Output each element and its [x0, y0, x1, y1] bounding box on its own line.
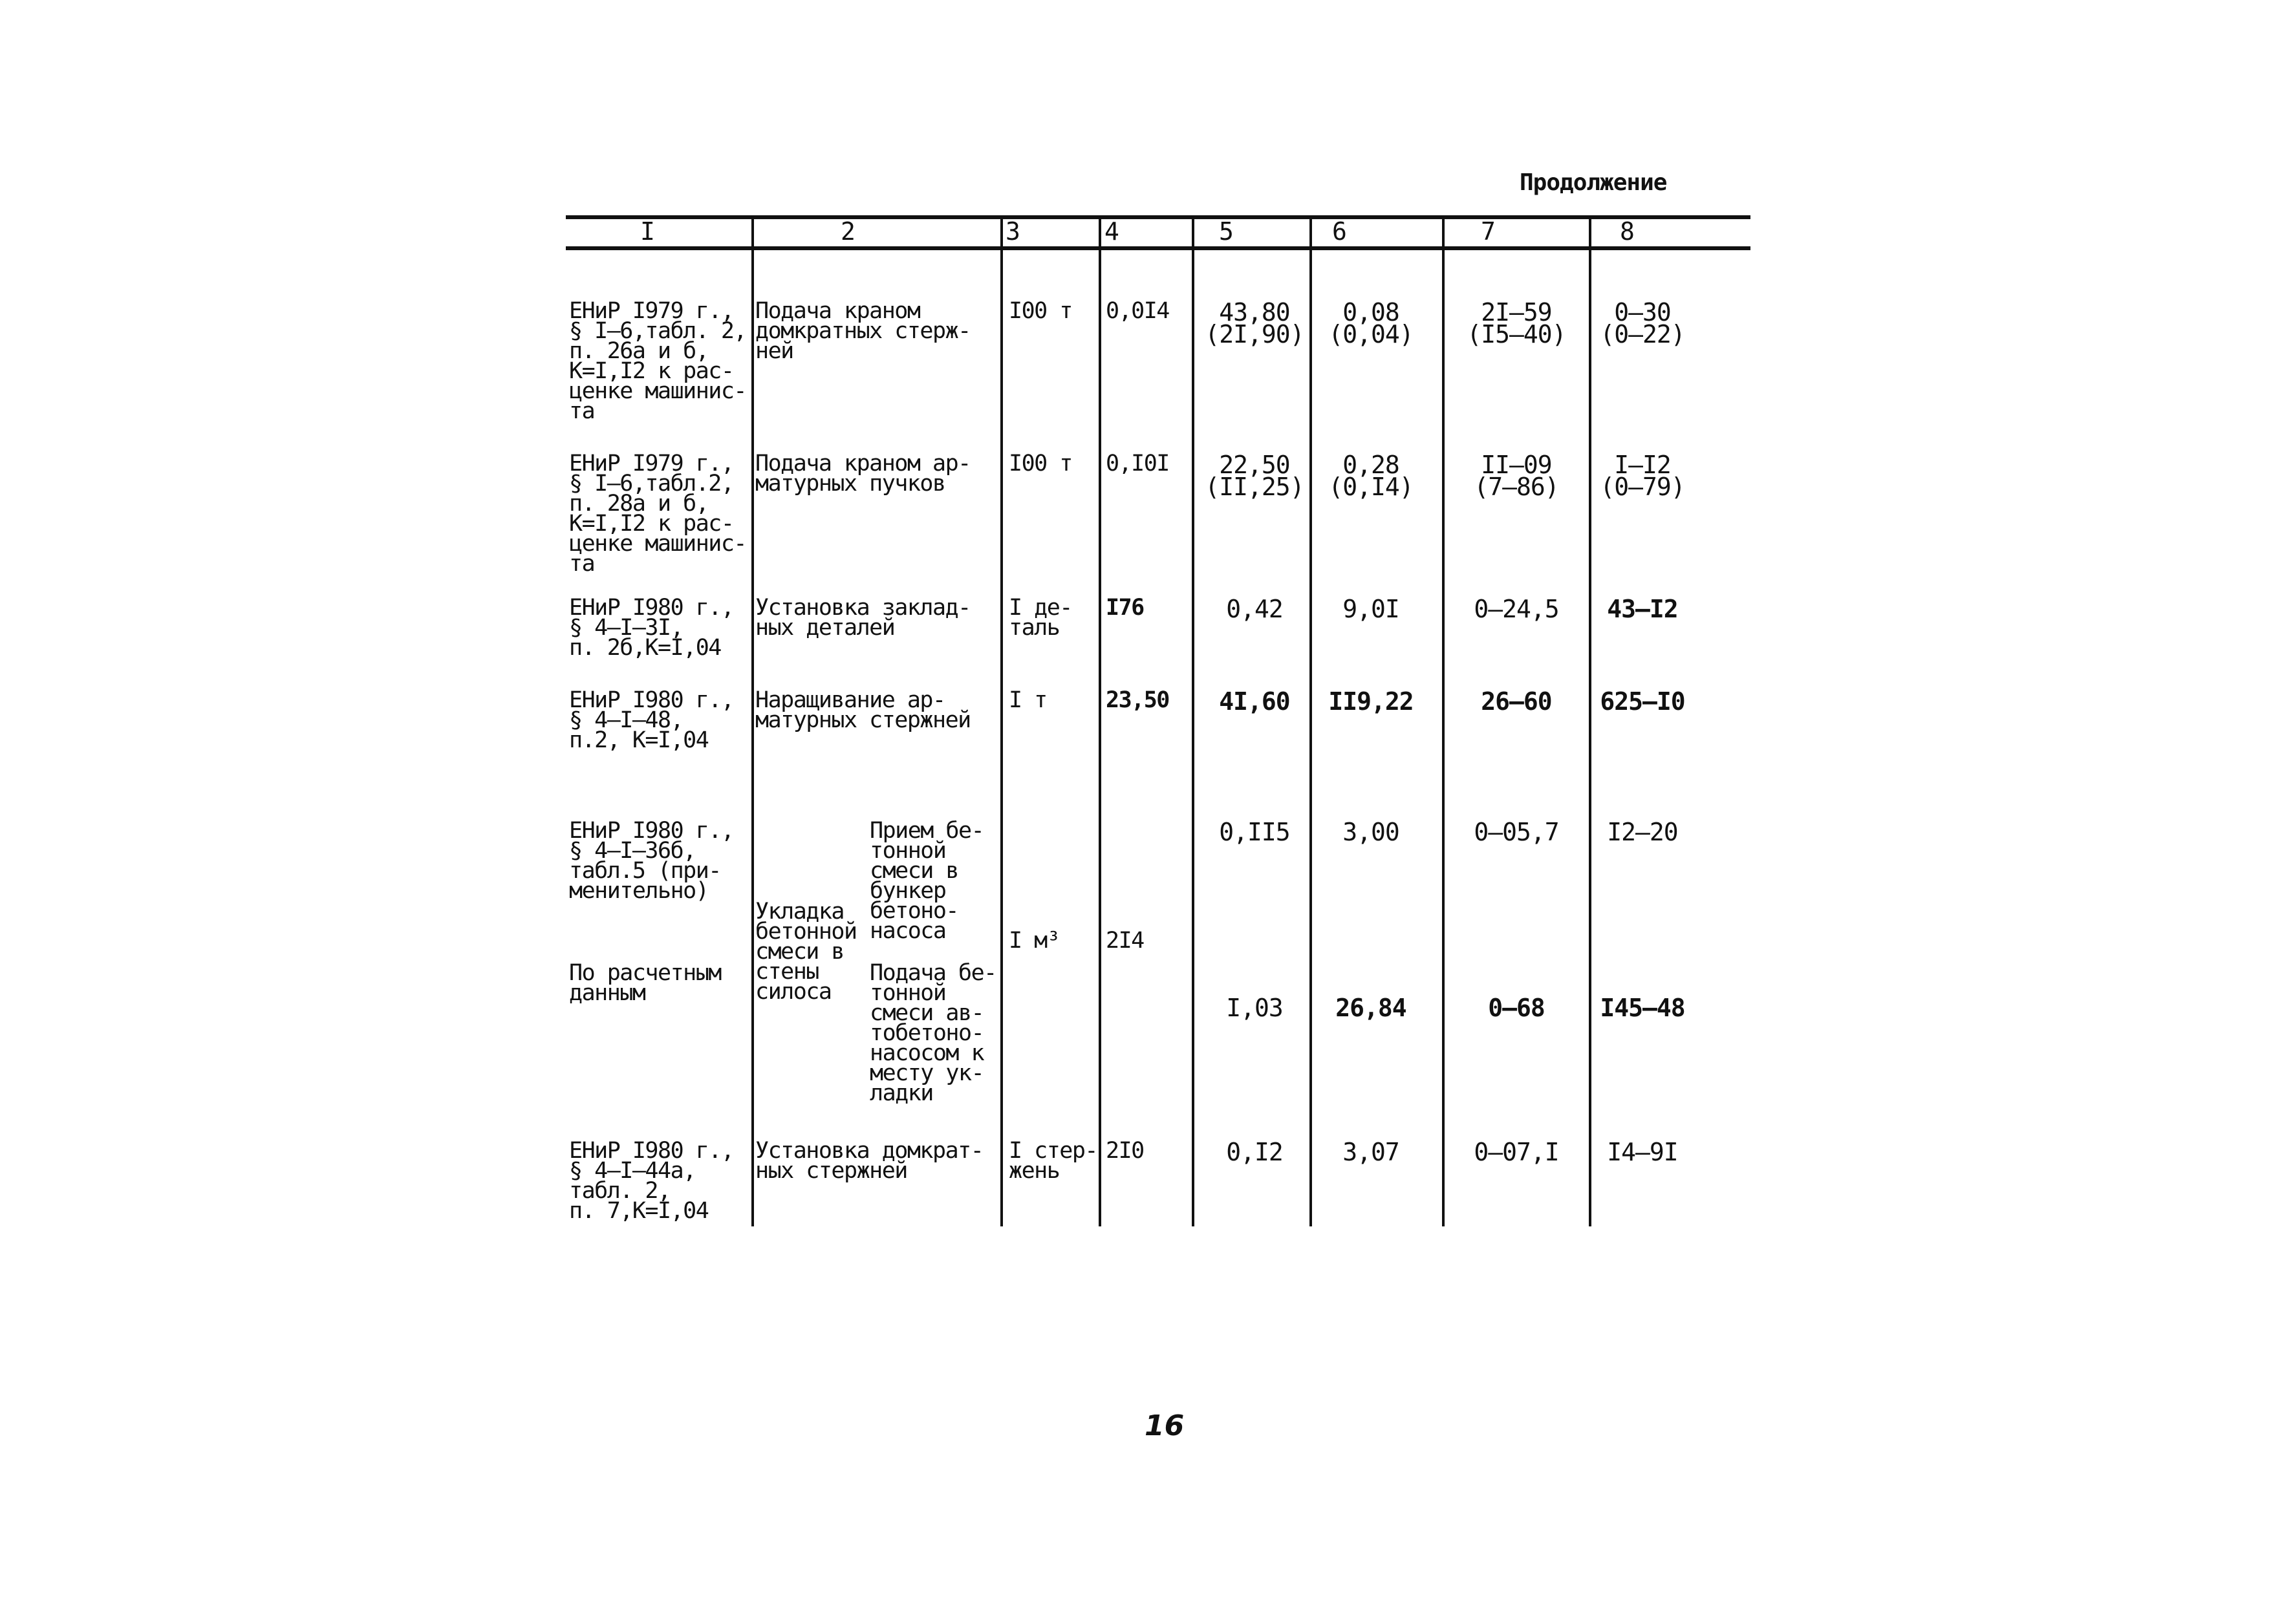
- column-divider-7: [1589, 215, 1591, 1226]
- row6-price: 0–07,I: [1474, 1138, 1559, 1166]
- row6-cost: I4–9I: [1607, 1138, 1678, 1166]
- row2-cost: I–I2 (0–79): [1600, 451, 1685, 501]
- row3-labor-total: 9,0I: [1342, 595, 1399, 623]
- column-header-4: 4: [1104, 217, 1119, 246]
- row1-price: 2I–59 (I5–40): [1467, 298, 1566, 348]
- row4-labor-total: II9,22: [1328, 687, 1414, 716]
- row5-volume: 2I4: [1106, 928, 1144, 954]
- row4-work: Наращивание ар- матурных стержней: [755, 687, 971, 733]
- column-header-2: 2: [841, 217, 856, 246]
- row6-unit: I стер- жень: [1009, 1138, 1098, 1184]
- column-divider-3: [1099, 215, 1101, 1226]
- column-divider-1: [751, 215, 754, 1226]
- page-number: 16: [1145, 1409, 1185, 1442]
- row3-unit: I де- таль: [1009, 595, 1072, 641]
- column-divider-4: [1192, 215, 1194, 1226]
- row3-cost: 43–I2: [1607, 595, 1678, 623]
- row5-source-a: ЕНиР I980 г., § 4–I–36б, табл.5 (при- менительно): [569, 818, 734, 904]
- row1-source: ЕНиР I979 г., § I–6,табл. 2, п. 26а и б, К=I,I2 к рас- ценке машинис- та: [569, 298, 747, 424]
- row4-source: ЕНиР I980 г., § 4–I–48, п.2, К=I,04: [569, 687, 734, 753]
- row5-cost-b: I45–48: [1600, 994, 1685, 1022]
- row5-labor-b: I,03: [1226, 994, 1283, 1022]
- column-header-5: 5: [1219, 217, 1234, 246]
- row1-volume: 0,0I4: [1106, 298, 1169, 324]
- row4-price: 26–60: [1481, 687, 1552, 716]
- row4-unit: I т: [1009, 687, 1047, 713]
- row5-work-sub-a: Прием бе- тонной смеси в бункер бетоно- насоса: [870, 818, 984, 944]
- row1-unit: I00 т: [1009, 298, 1072, 324]
- row6-volume: 2I0: [1106, 1138, 1144, 1164]
- row2-source: ЕНиР I979 г., § I–6,табл.2, п. 28а и б, К=I,I2 к рас- ценке машинис- та: [569, 451, 747, 577]
- row3-volume: I76: [1106, 595, 1144, 621]
- row4-volume: 23,50: [1106, 687, 1169, 713]
- row4-cost: 625–I0: [1600, 687, 1685, 716]
- continuation-label: Продолжение: [1520, 169, 1667, 196]
- row3-work: Установка заклад- ных деталей: [755, 595, 971, 641]
- table-header-bottom-rule: [566, 246, 1750, 250]
- row5-labor-a: 0,II5: [1219, 818, 1290, 846]
- column-divider-5: [1309, 215, 1312, 1226]
- row3-source: ЕНиР I980 г., § 4–I–3I, п. 2б,К=I,04: [569, 595, 734, 661]
- row5-price-b: 0–68: [1488, 994, 1545, 1022]
- row6-labor: 0,I2: [1226, 1138, 1283, 1166]
- row5-source-b: По расчетным данным: [569, 960, 721, 1006]
- row2-work: Подача краном ар- матурных пучков: [755, 451, 971, 497]
- table-top-rule: [566, 215, 1750, 219]
- row6-work: Установка домкрат- ных стержней: [755, 1138, 984, 1184]
- row1-labor: 43,80 (2I,90): [1205, 298, 1304, 348]
- row5-labor-total-b: 26,84: [1335, 994, 1406, 1022]
- row1-labor-total: 0,08 (0,04): [1328, 298, 1414, 348]
- row2-labor-total: 0,28 (0,I4): [1328, 451, 1414, 501]
- row2-volume: 0,I0I: [1106, 451, 1169, 476]
- column-header-6: 6: [1332, 217, 1347, 246]
- row5-work-sub-b: Подача бе- тонной смеси ав- тобетоно- насосом к месту ук- ладки: [870, 960, 996, 1106]
- row4-labor: 4I,60: [1219, 687, 1290, 716]
- row5-work-main: Укладка бетонной смеси в стены силоса: [755, 899, 857, 1005]
- row2-price: II–09 (7–86): [1474, 451, 1559, 501]
- row1-work: Подача краном домкратных стерж- ней: [755, 298, 971, 364]
- column-header-3: 3: [1006, 217, 1020, 246]
- row2-unit: I00 т: [1009, 451, 1072, 476]
- column-divider-2: [1000, 215, 1003, 1226]
- column-header-7: 7: [1481, 217, 1496, 246]
- row1-cost: 0–30 (0–22): [1600, 298, 1685, 348]
- column-header-1: I: [640, 217, 655, 246]
- row3-labor: 0,42: [1226, 595, 1283, 623]
- row3-price: 0–24,5: [1474, 595, 1559, 623]
- row6-source: ЕНиР I980 г., § 4–I–44а, табл. 2, п. 7,К=I,04: [569, 1138, 734, 1224]
- column-header-8: 8: [1620, 217, 1635, 246]
- row5-labor-total-a: 3,00: [1342, 818, 1399, 846]
- row5-price-a: 0–05,7: [1474, 818, 1559, 846]
- row2-labor: 22,50 (II,25): [1205, 451, 1304, 501]
- row5-cost-a: I2–20: [1607, 818, 1678, 846]
- row6-labor-total: 3,07: [1342, 1138, 1399, 1166]
- column-divider-6: [1442, 215, 1445, 1226]
- row5-unit: I м³: [1009, 928, 1060, 954]
